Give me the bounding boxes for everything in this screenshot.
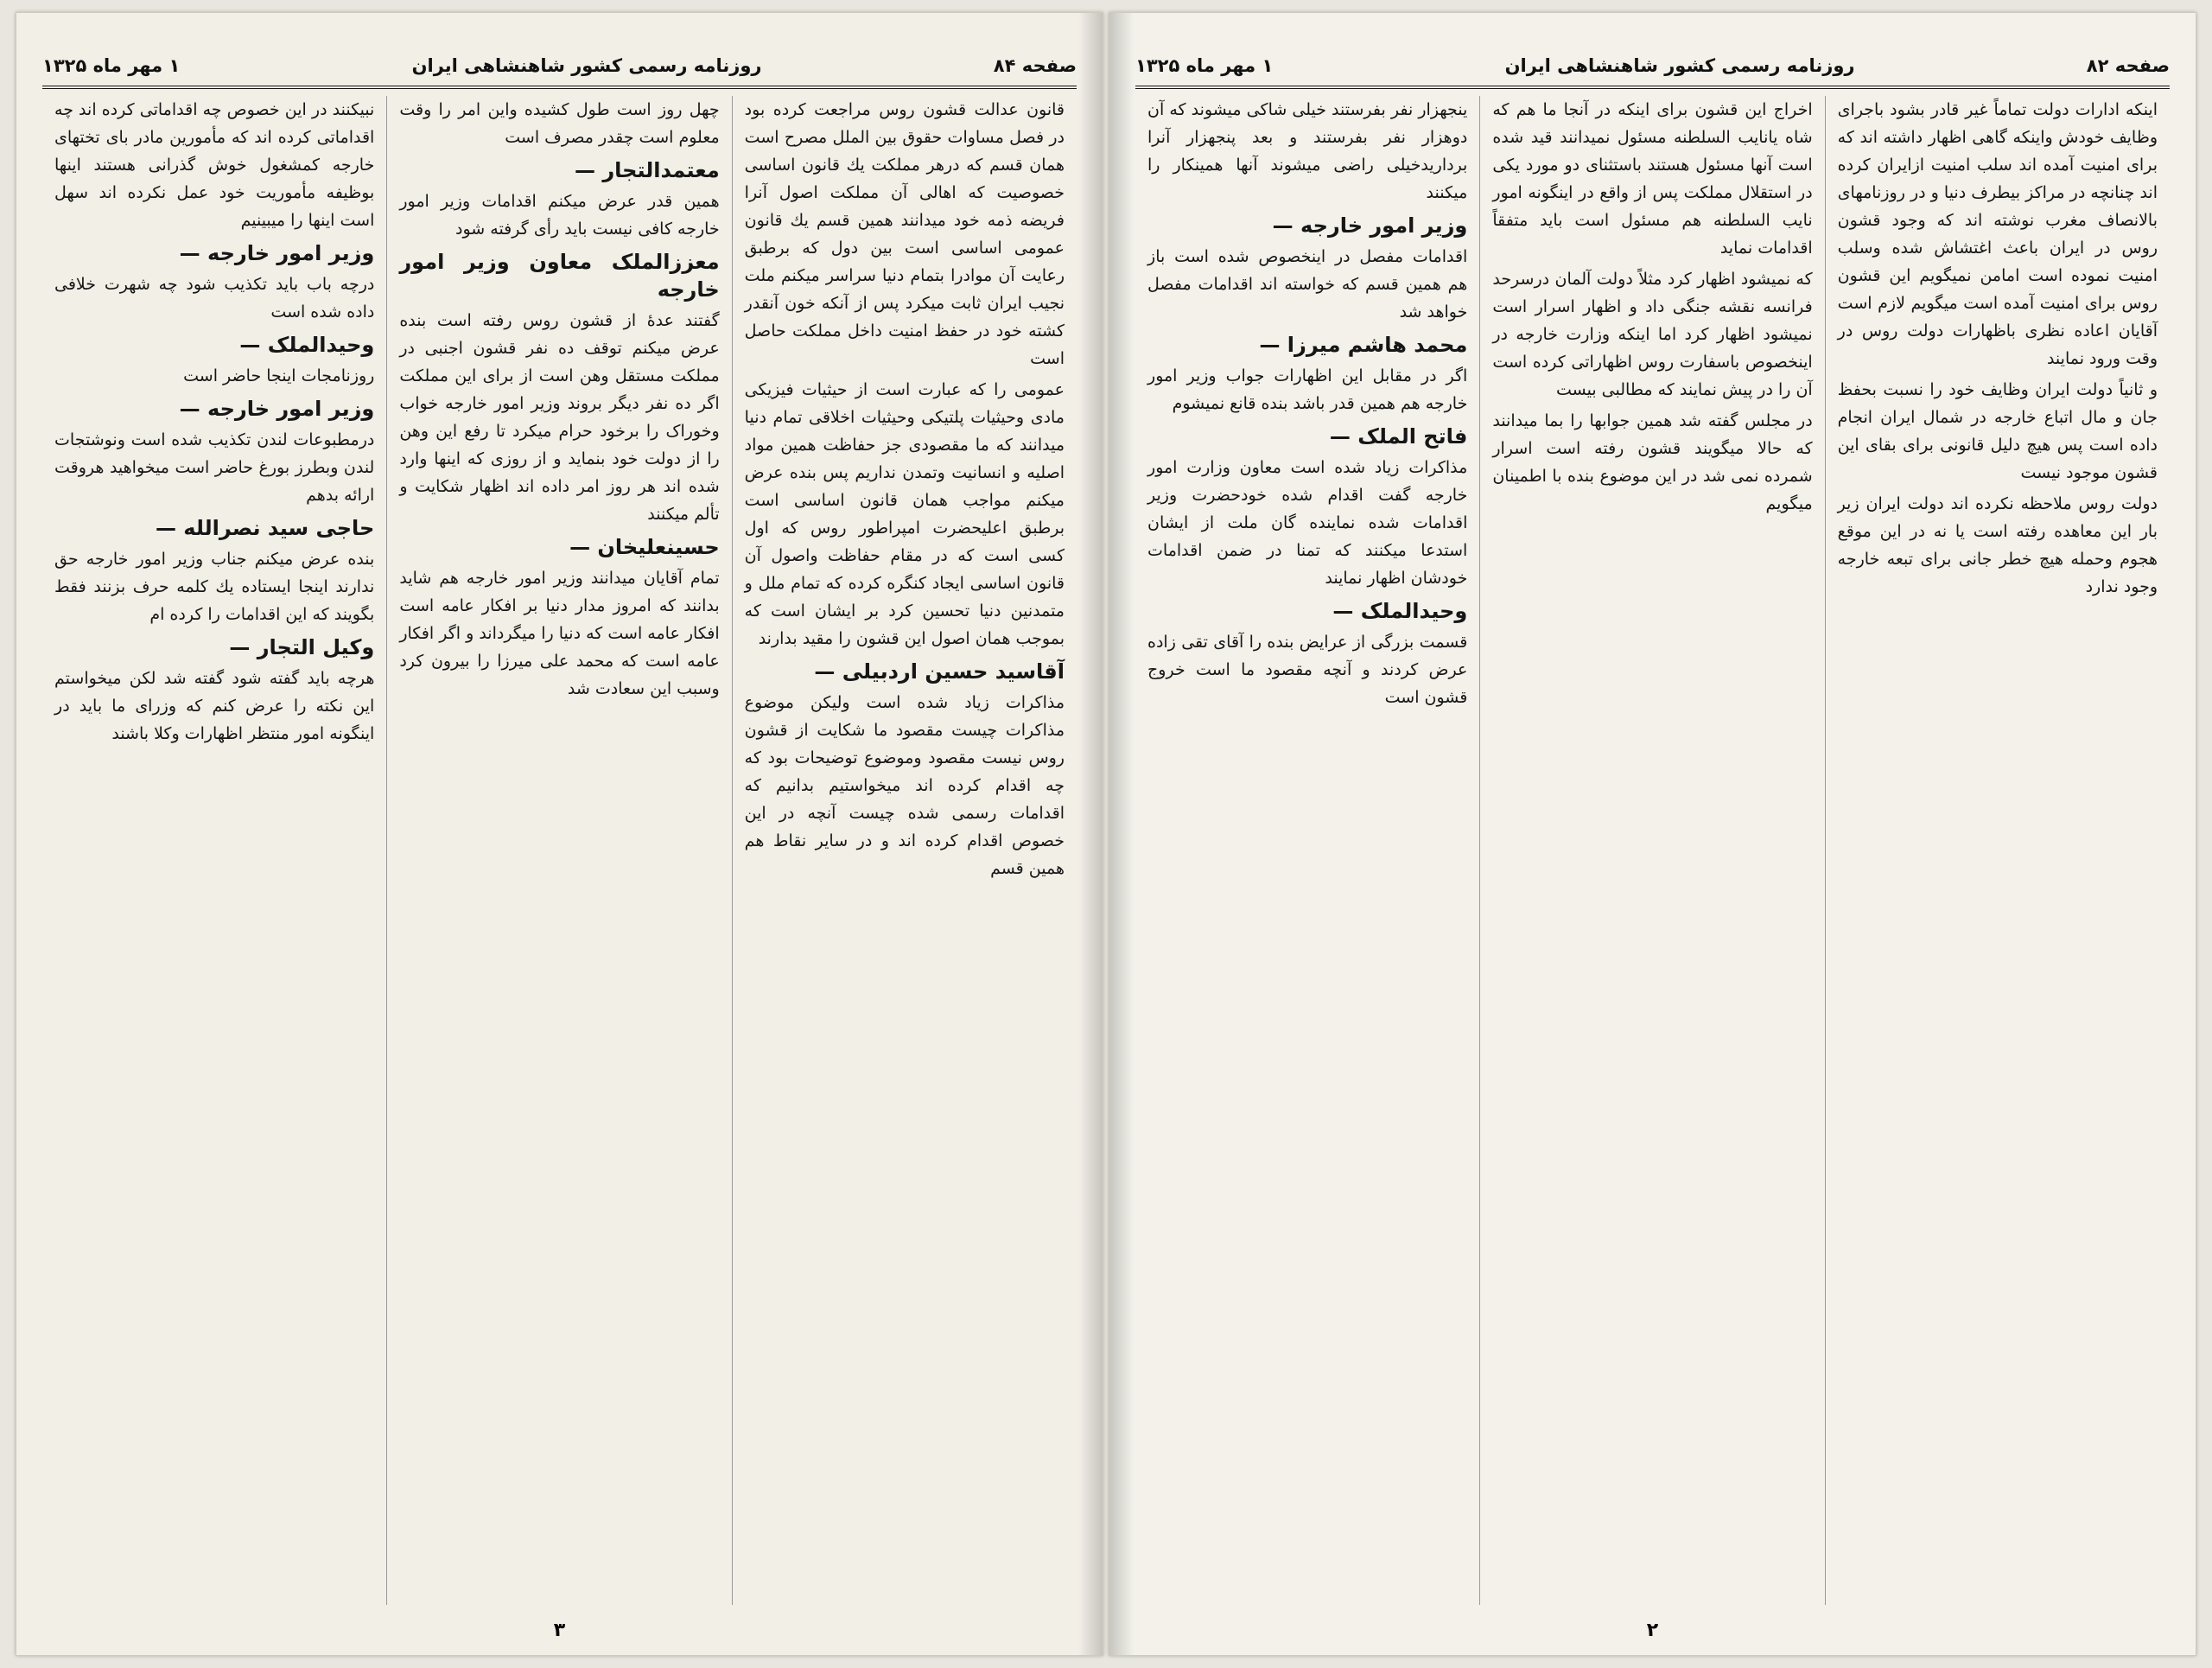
issue-date: ۱ مهر ماه ۱۳۲۵ xyxy=(1135,55,1274,76)
page-number-label: صفحه ۸۴ xyxy=(993,55,1077,76)
article-paragraph: درمطبوعات لندن تکذیب شده است ونوشتجات لندن وبطرز بورغ حاضر است میخواهید هروقت ارائه بدهم xyxy=(54,430,375,505)
page-number: ۲ xyxy=(1646,1620,1659,1641)
text-columns xyxy=(42,96,1077,1605)
speaker-heading: وزیر امور خارجه — xyxy=(1272,213,1468,238)
page-number: ۳ xyxy=(553,1620,566,1641)
article-paragraph: قسمت بزرگی از عرایض بنده را آقای تقی زاده عرض کردند و آنچه مقصود ما است خروج قشون است xyxy=(1147,633,1468,707)
left-page xyxy=(16,12,1103,1656)
article-paragraph: اگر در مقابل این اظهارات جواب وزیر امور خارجه هم همین قدر باشد بنده قانع نمیشوم xyxy=(1147,366,1468,413)
speaker-heading: حاجی سید نصرالله — xyxy=(155,516,375,540)
article-paragraph: مذاکرات زیاد شده است معاون وزارت امور خارجه گفت اقدام شده خودحضرت وزیر اقدامات شده نماینده گان ملت از ایشان استدعا میکنند که تمنا در ضمن اقدامات خودشان اظهار نمایند xyxy=(1147,458,1468,588)
article-paragraph: نبیکنند در این خصوص چه اقداماتی کرده اند چه اقداماتی کرده اند که مأمورین مادر بای تختهای خارجه کمشغول خوش گذرانی هستند اینها بوظیفه مأموریت خود عمل نکرده اند سهل است اینها را میبینیم xyxy=(54,100,375,230)
speaker-heading: وحیدالملک — xyxy=(239,333,375,357)
article-paragraph: درچه باب باید تکذیب شود چه شهرت خلافی داده شده است xyxy=(54,275,375,322)
speaker-heading: محمد هاشم میرزا — xyxy=(1259,333,1468,357)
article-paragraph: در مجلس گفته شد همین جوابها را بما میدانند که حالا میگویند قشون رفته است اسرار شمرده نمی شد در این موضوع بنده با اطمینان میگویم xyxy=(1492,411,1813,513)
article-paragraph: عمومی را که عبارت است از حیثیات فیزیکی مادی وحیثیات پلتیکی وحیثیات اخلاقی تمام دنیا میدانند که ما مقصودی جز حفاظت همین مواد اصلیه و انسانیت وتمدن نداریم پس بنده عرض میکنم مواجب همان قانون اساسی است برطبق اعلیحضرت امپراطور روس که اول کسی است که در مقام حفاظت واصول آن قانون اساسی ایجاد کنگره کرده که تمام ملل و متمدنین دنیا تحسین کرد بر ایشان است که بموجب همان اصول این قشون را مقید بدارند xyxy=(744,380,1065,648)
article-paragraph: بنده عرض میکنم جناب وزیر امور خارجه حق ندارند اینجا ایستاده یك کلمه حرف بزنند فقط بگویند که این اقدامات را کرده ام xyxy=(54,550,375,624)
article-paragraph: که نمیشود اظهار کرد مثلاً دولت آلمان درسرحد فرانسه نقشه جنگی داد و اظهار اسرار است نمیشود اظهار کرد اما اینکه وزارت خارجه در اینخصوص باسفارت روس اظهاراتی کرده است آن را در پیش نمایند که مطالبی بیست xyxy=(1492,270,1813,399)
newspaper-spread xyxy=(16,12,2196,1656)
speaker-heading: وزیر امور خارجه — xyxy=(179,397,375,421)
speaker-heading: معتمدالتجار — xyxy=(575,158,720,182)
gutter-shadow xyxy=(1078,13,1103,1655)
article-paragraph: تمام آقایان میدانند وزیر امور خارجه هم شاید بدانند که امروز مدار دنیا بر افکار عامه است افکار عامه است که دنیا را میگرداند و اگر افکار عامه است که محمد علی میرزا را بیرون کرد وسبب این سعادت شد xyxy=(399,569,720,698)
article-paragraph: روزنامجات اینجا حاضر است xyxy=(183,366,375,385)
article-paragraph: اقدامات مفصل در اینخصوص شده است باز هم همین قسم که خواسته اند اقدامات مفصل خواهد شد xyxy=(1147,247,1468,322)
header-rule xyxy=(1135,86,2170,89)
article-paragraph: ینجهزار نفر بفرستند خیلی شاکی میشوند که آن دوهزار نفر بفرستند و بعد پنجهزار آنرا برداریدخیلی راضی میشوند آنها همینکار را میکنند xyxy=(1147,100,1468,202)
article-paragraph: قانون عدالت قشون روس مراجعت کرده بود در فصل مساوات حقوق بین الملل مصرح است همان قسم که درهر مملکت یك قانون اساسی خصوصیت که اهالی آن مملکت اصول آنرا فریضه ذمه خود میدانند همین قسم یك قانون عمومی اساسی است بین دول که برطبق رعایت آن موادرا بتمام دنیا سراسر میکنم ملت نجیب ایران ثابت میکرد پس از آنکه خون آنقدر کشته خود در حفظ امنیت داخل مملکت حاصل است xyxy=(744,100,1065,368)
header-rule xyxy=(42,86,1077,89)
speaker-heading: وکیل التجار — xyxy=(229,635,375,659)
column xyxy=(1479,96,1824,1605)
article-paragraph: دولت روس ملاحظه نکرده اند دولت ایران زیر بار این معاهده رفته است یا نه در این موقع هجوم وحمله هیچ خطر جانی برای تبعه خارجه وجود ندارد xyxy=(1837,494,2158,596)
article-paragraph: مذاکرات زیاد شده است ولیکن موضوع مذاکرات چیست مقصود ما شکایت از قشون روس نیست مقصود وموضوع توضیحات بود که چه اقدام کرده اند میخواستیم بدانیم که اقدامات رسمی شده چیست آنچه در این خصوص اقدام کرده اند و در سایر نقاط هم همین قسم xyxy=(744,693,1065,878)
article-paragraph: همین قدر عرض میکنم اقدامات وزیر امور خارجه کافی نیست باید رأی گرفته شود xyxy=(399,192,720,239)
page-header xyxy=(42,48,1077,84)
speaker-heading: وحیدالملک — xyxy=(1332,599,1468,623)
article-paragraph: اینکه ادارات دولت تماماً غیر قادر بشود باجرای وظایف خودش واینکه گاهی اظهار داشته اند که برای امنیت آمده اند سلب امنیت ازایران کرده اند چنانچه در مراکز بیطرف دنیا و در روزنامهای بالانصاف مغرب نوشته اند که وجود قشون روس در ایران باعث اغتشاش شده وسلب امنیت نموده است امامن نمیگویم این قشون روس برای امنیت آمده است میگویم لازم است آقایان اعاده نظری باظهارات دولت روس در وقت ورود نمایند xyxy=(1837,100,2158,368)
gutter-shadow xyxy=(1109,13,1134,1655)
speaker-heading: آقاسید حسین اردبیلی — xyxy=(814,659,1065,684)
issue-date: ۱ مهر ماه ۱۳۲۵ xyxy=(42,55,181,76)
article-paragraph: و ثانیاً دولت ایران وظایف خود را نسبت بحفظ جان و مال اتباع خارجه در شمال ایران انجام داده است پس هیچ دلیل قانونی برای بقای این قشون موجود نیست xyxy=(1837,380,2158,482)
speaker-heading: معززالملک معاون وزیر امور خارجه xyxy=(399,250,720,302)
page-header xyxy=(1135,48,2170,84)
speaker-heading: وزیر امور خارجه — xyxy=(179,241,375,265)
column xyxy=(732,96,1077,1605)
page-number-label: صفحه ۸۲ xyxy=(2086,55,2170,76)
column xyxy=(386,96,731,1605)
column xyxy=(42,96,386,1605)
article-paragraph: گفتند عدهٔ از قشون روس رفته است بنده عرض میکنم توقف ده نفر قشون اجنبی در مملکت مستقل وهن است از برای این مملکت اگر ده نفر دیگر بروند وزیر امور خارجه خواب وخوراک را برخود حرام میکرد تا رفع این وهن را از دولت خود بنماید و از روزی که اینها وارد شده اند هر روز امر داده اند اظهار شکایت و تألم میکنند xyxy=(399,311,720,524)
article-paragraph: هرچه باید گفته شود گفته شد لکن میخواستم این نکته را عرض کنم که وزرای ما باید در اینگونه امور منتظر اظهارات وکلا باشند xyxy=(54,669,375,743)
right-page xyxy=(1109,12,2196,1656)
newspaper-title: روزنامه رسمی کشور شاهنشاهی ایران xyxy=(1504,55,1855,76)
speaker-heading: حسینعلیخان — xyxy=(569,535,720,559)
newspaper-title: روزنامه رسمی کشور شاهنشاهی ایران xyxy=(411,55,762,76)
article-paragraph: اخراج این قشون برای اینکه در آنجا ما هم که شاه یانایب السلطنه مسئول نمیدانند قید شده است آنها مسئول هستند باستثنای دو مورد یکی در استقلال مملکت پس از واقع در اینگونه امور نایب السلطنه هم مسئول است باید متفقاً اقدامات نماید xyxy=(1492,100,1813,258)
column xyxy=(1135,96,1479,1605)
column xyxy=(1825,96,2170,1605)
speaker-heading: فاتح الملک — xyxy=(1329,424,1468,449)
article-paragraph: چهل روز است طول کشیده واین امر را وقت معلوم است چقدر مصرف است xyxy=(399,100,720,147)
text-columns xyxy=(1135,96,2170,1605)
